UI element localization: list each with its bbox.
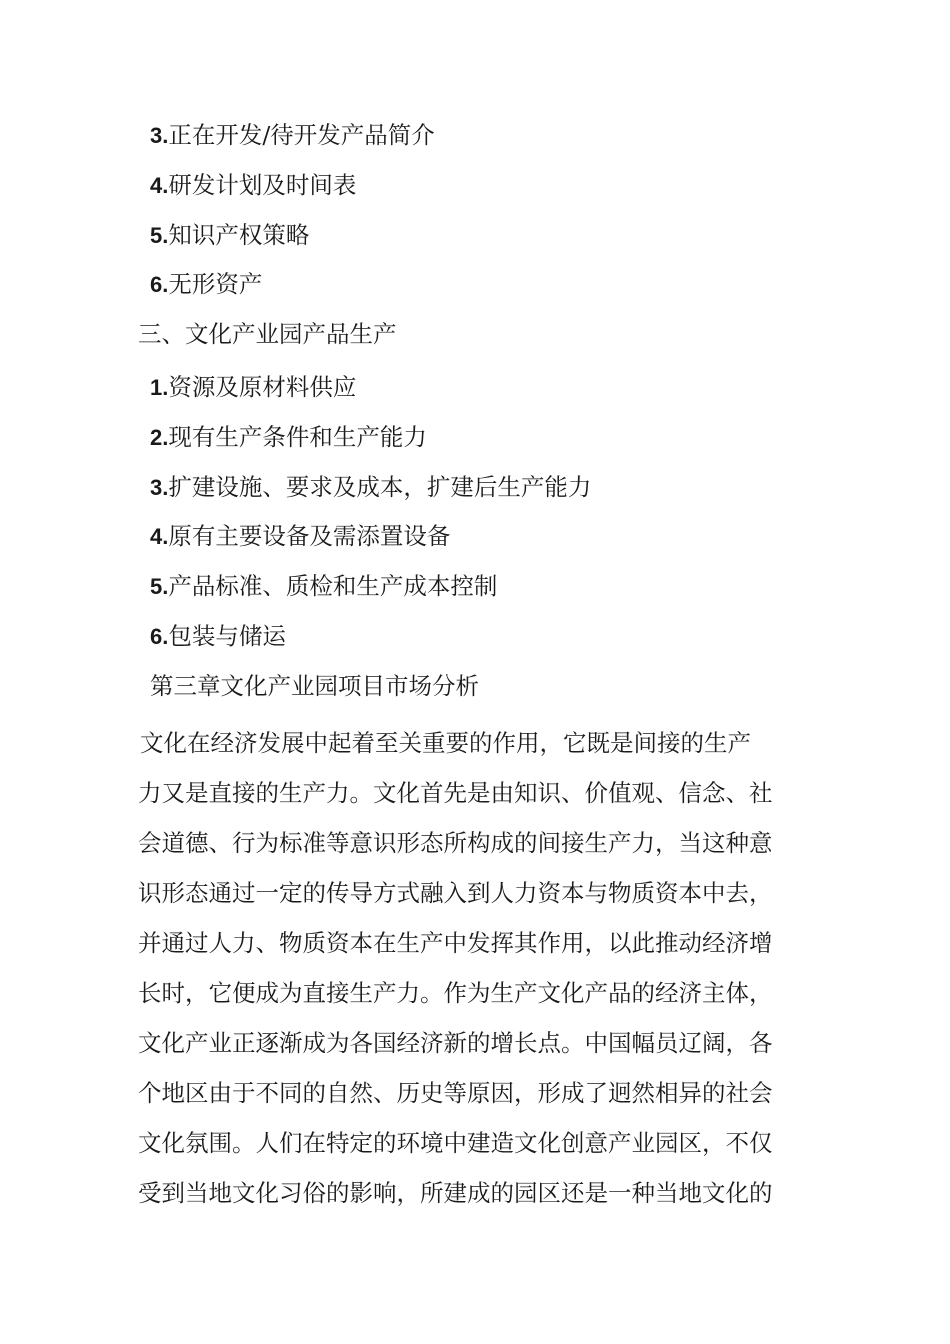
list-number: 6. [150,624,169,649]
list-number: 1. [150,375,169,400]
list-text: 原有主要设备及需添置设备 [168,522,451,550]
list-item [150,472,591,503]
list-item [150,170,356,201]
list-text: 研发计划及时间表 [168,171,357,199]
paragraph-line: 受到当地文化习俗的影响，所建成的园区还是一种当地文化的 [138,1179,773,1207]
paragraph-line: 个地区由于不同的自然、历史等原因，形成了迥然相异的社会 [138,1079,773,1107]
list-number: 3. [150,475,169,500]
list-text: 产品标准、质检和生产成本控制 [168,572,498,600]
list-text: 知识产权策略 [168,221,310,249]
list-number: 2. [150,425,169,450]
chapter-heading: 第三章文化产业园项目市场分析 [150,672,479,700]
list-text: 扩建设施、要求及成本，扩建后生产能力 [168,473,592,501]
paragraph-line: 会道德、行为标准等意识形态所构成的间接生产力，当这种意 [138,829,773,857]
list-number: 4. [150,173,169,198]
list-text: 无形资产 [168,270,263,298]
list-text: 包装与储运 [168,622,286,650]
list-item [150,621,286,652]
paragraph-line: 识形态通过一定的传导方式融入到人力资本与物质资本中去， [138,879,773,907]
list-number: 5. [150,223,169,248]
list-text: 资源及原材料供应 [168,373,357,401]
list-number: 6. [150,272,169,297]
list-item [150,269,262,300]
paragraph-line: 力又是直接的生产力。文化首先是由知识、价值观、信念、社 [138,779,773,807]
paragraph-line: 并通过人力、物质资本在生产中发挥其作用，以此推动经济增 [138,929,773,957]
list-text: 正在开发/待开发产品简介 [168,121,435,149]
body-paragraph [138,718,828,1218]
list-item [150,120,435,151]
section-heading: 三、文化产业园产品生产 [138,320,397,348]
list-number: 4. [150,524,169,549]
paragraph-line: 长时，它便成为直接生产力。作为生产文化产品的经济主体， [138,979,773,1007]
list-item [150,372,356,403]
paragraph-line: 文化在经济发展中起着至关重要的作用，它既是间接的生产 [140,729,751,757]
list-text: 现有生产条件和生产能力 [168,423,427,451]
paragraph-line: 文化产业正逐渐成为各国经济新的增长点。中国幅员辽阔，各 [138,1029,773,1057]
list-item [150,422,427,453]
list-item [150,571,497,602]
paragraph-line: 文化氛围。人们在特定的环境中建造文化创意产业园区，不仅 [138,1129,773,1157]
list-item [150,220,309,251]
list-item [150,521,450,552]
list-number: 3. [150,123,169,148]
list-number: 5. [150,574,169,599]
